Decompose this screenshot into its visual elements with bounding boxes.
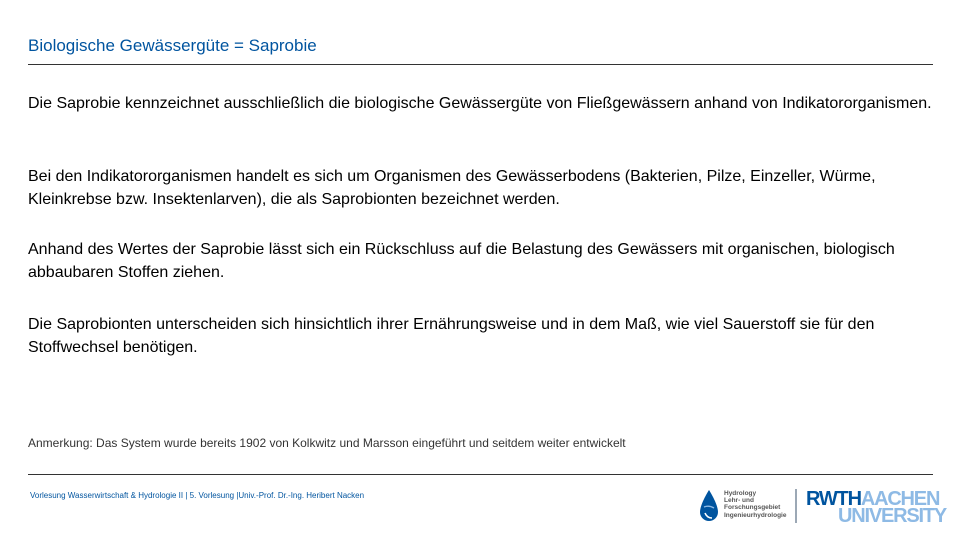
rwth-logo (806, 488, 947, 527)
paragraph-1: Die Saprobie kennzeichnet ausschließlich die biologische Gewässergüte von Fließgewässern anhand von Indikatororganismen. (28, 95, 932, 112)
rwth-logo-university: UNIVERSITY (838, 505, 947, 527)
hydrology-institute-logo (698, 489, 788, 525)
slide-title: Biologische Gewässergüte = Saprobie (28, 36, 317, 55)
paragraph-4: Die Saprobionten unterscheiden sich hinsichtlich ihrer Ernährungsweise und in dem Maß, wie viel Sauerstoff sie für den Stoffwechsel benötigen. (28, 316, 875, 356)
paragraph-2: Bei den Indikatororganismen handelt es sich um Organismen des Gewässerbodens (Bakterien, Pilze, Einzeller, Würme, Kleinkrebse bzw. Insektenlarven), die als Saprobionten bezeichnet werden. (28, 168, 876, 208)
lecture-info: Vorlesung Wasserwirtschaft & Hydrologie II | 5. Vorlesung |Univ.-Prof. Dr.-Ing. Heribert Nacken (30, 491, 365, 500)
water-drop-icon (698, 489, 720, 525)
footnote-remark: Anmerkung: Das System wurde bereits 1902 von Kolkwitz und Marsson eingeführt und seitdem weiter entwickelt (28, 436, 626, 450)
paragraph-3: Anhand des Wertes der Saprobie lässt sich ein Rückschluss auf die Belastung des Gewässers mit organischen, biologisch abbaubaren Stoffen ziehen. (28, 241, 895, 281)
footer-divider (28, 474, 933, 475)
rwth-logo-aachen: AACHEN (860, 488, 940, 510)
logo-divider (795, 489, 797, 523)
rwth-logo-rwth: RWTH (806, 488, 861, 510)
title-divider (28, 64, 933, 65)
hydrology-logo-text: Hydrology Lehr- und Forschungsgebiet Ingenieurhydrologie (724, 490, 787, 519)
